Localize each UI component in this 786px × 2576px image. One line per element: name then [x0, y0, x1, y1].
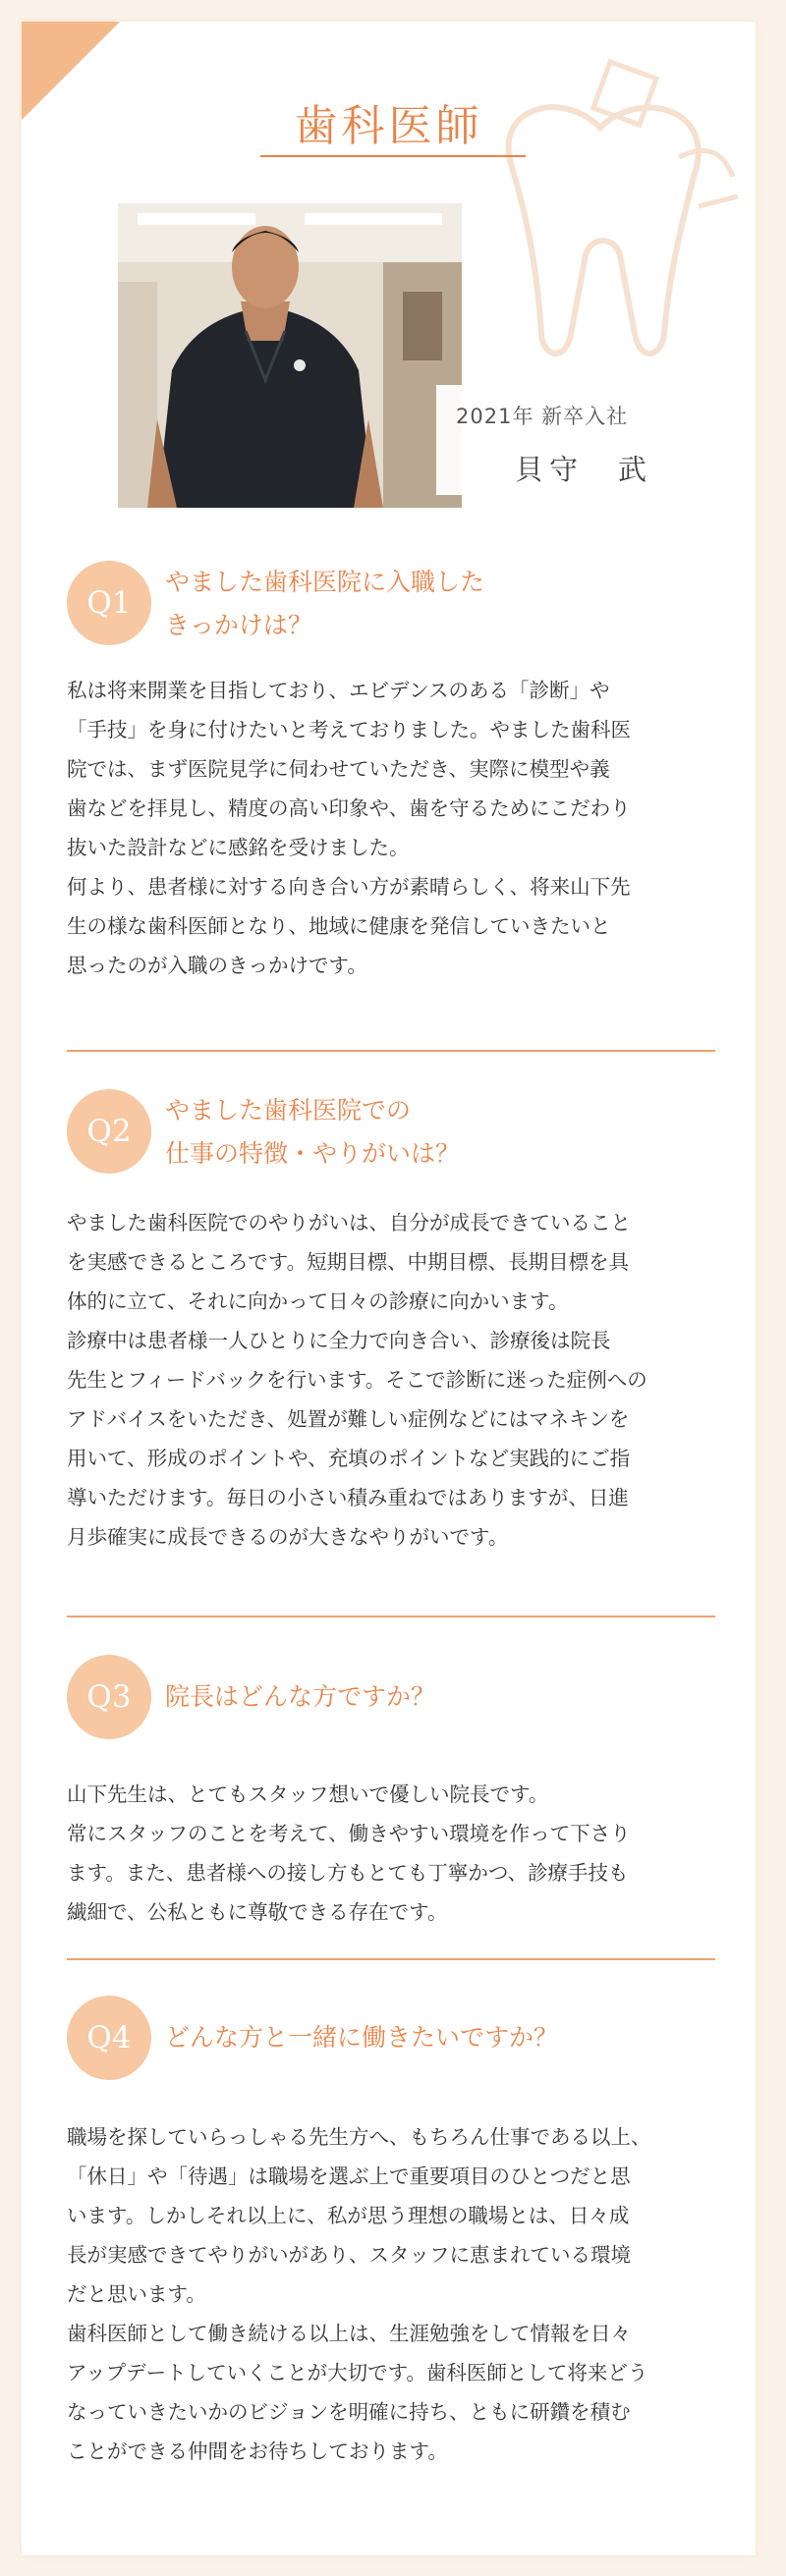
staff-photo — [118, 203, 462, 508]
divider — [67, 1050, 715, 1052]
page-title: 歯科医師 — [294, 101, 483, 151]
profile-card — [22, 22, 756, 2555]
answer-text: やました歯科医院でのやりがいは、自分が成長できていること を実感できるところです。短期目標、中期目標、長期目標を具 体的に立て、それに向かって日々の診療に向かいます。 診療中は患者様一人ひとりに全力で向き合い、診療後は院長 先生とフィードバックを行います。そこで診断に迷った症例への アドバイスをいただき、処置が難しい症例などにはマネキンを 用いて、形成のポイントや、充填のポイントなど実践的にご指 導いただけます。毎日の小さい積み重ねではありますが、日進 月歩確実に成長できるのが大きなやりがいです。 — [67, 1211, 647, 1549]
question-header — [67, 1996, 715, 2080]
question-badge: Q4 — [67, 1996, 151, 2080]
question-badge: Q3 — [67, 1655, 151, 1739]
answer-text: 職場を探していらっしゃる先生方へ、もちろん仕事である以上、 「休日」や「待遇」は職場を選ぶ上で重要項目のひとつだと思 います。しかしそれ以上に、私が思う理想の職場とは、日々成 長が実感できてやりがいがあり、スタッフに恵まれている環境 だと思います。 歯科医師として働き続ける以上は、生涯勉強をして情報を日々 アップデートしていくことが大切です。歯科医師として将来どう なっていきたいかのビジョンを明確に持ち、ともに研鑽を積む ことができる仲間をお待ちしております。 — [67, 2125, 651, 2463]
question-badge: Q2 — [67, 1089, 151, 1174]
qa-item-3 — [67, 1655, 715, 1932]
qa-item-1 — [67, 561, 715, 985]
question-header — [67, 1655, 715, 1739]
title-underline — [260, 155, 526, 157]
answer-text: 私は将来開業を目指しており、エビデンスのある「診断」や 「手技」を身に付けたいと考えておりました。やました歯科医 院では、まず医院見学に伺わせていただき、実際に模型や義 歯などを拝見し、精度の高い印象や、歯を守るためにこだわり 抜いた設計などに感銘を受けました。 何より、患者様に対する向き合い方が素晴らしく、将来山下先 生の様な歯科医師となり、地域に健康を発信していきたいと 思ったのが入職のきっかけです。 — [67, 679, 631, 977]
divider — [67, 1616, 715, 1617]
question-text: 院長はどんな方ですか？ — [165, 1682, 436, 1711]
question-badge: Q1 — [67, 561, 151, 645]
answer-text: 山下先生は、とてもスタッフ想いで優しい院長です。 常にスタッフのことを考えて、働きやすい環境を作って下さり ます。また、患者様への接し方もとても丁寧かつ、診療手技も 繊細で、公私ともに尊敬できる存在です。 — [67, 1782, 631, 1924]
join-year: 2021年 新卒入社 — [456, 405, 629, 428]
staff-portrait-icon — [118, 203, 462, 508]
divider — [67, 1958, 715, 1960]
staff-name: 貝守 武 — [515, 453, 653, 486]
question-header — [67, 561, 715, 645]
qa-item-4 — [67, 1996, 715, 2471]
name-plate — [436, 385, 657, 495]
question-text: どんな方と一緒に働きたいですか？ — [165, 2023, 559, 2052]
question-header — [67, 1089, 715, 1174]
qa-item-2 — [67, 1089, 715, 1557]
question-text: やました歯科医院での 仕事の特徴・やりがいは？ — [165, 1096, 461, 1168]
question-text: やました歯科医院に入職した きっかけは？ — [165, 568, 485, 639]
